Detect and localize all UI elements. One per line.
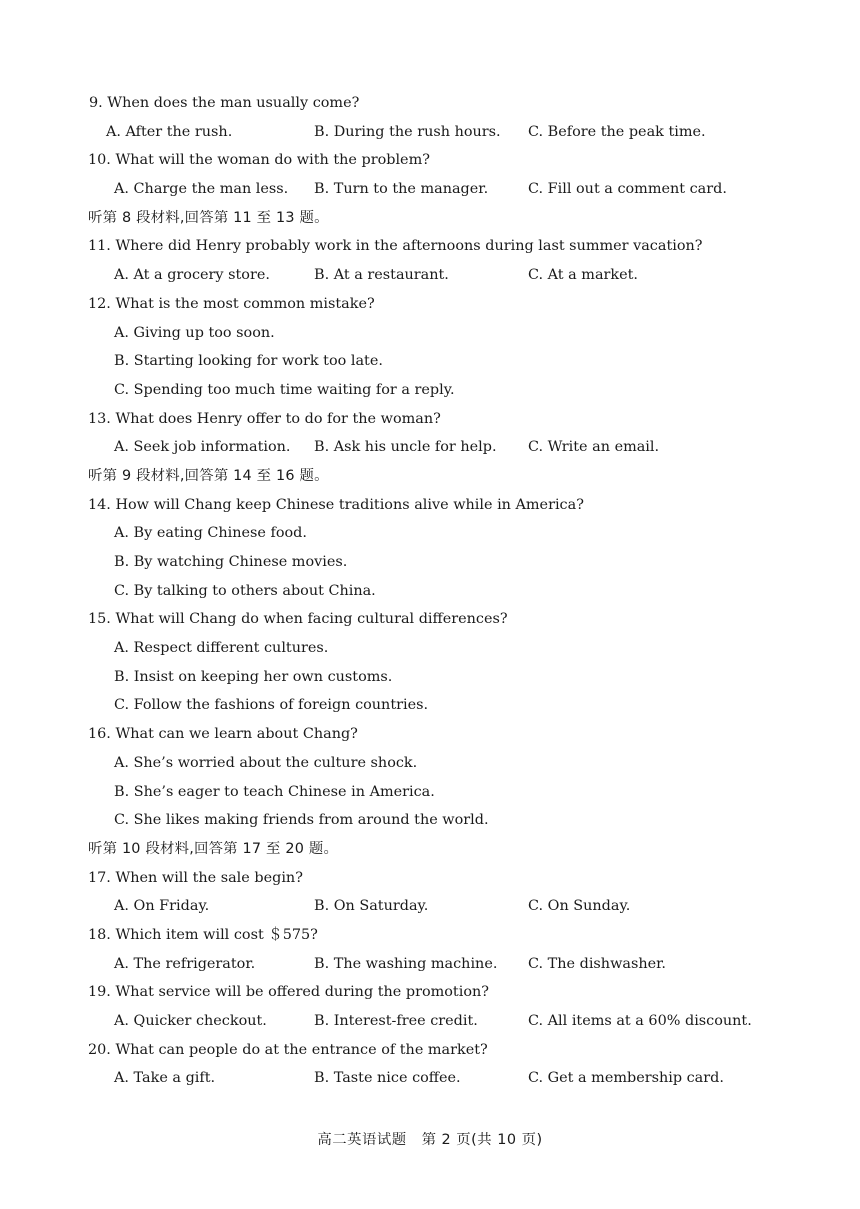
option-a: A. Giving up too soon.	[114, 324, 275, 341]
option-c: C. Before the peak time.	[528, 123, 706, 140]
question-19-options	[88, 1007, 788, 1036]
question-17-options	[88, 892, 788, 921]
question-11: 11. Where did Henry probably work in the afternoons during last summer vacation?	[88, 238, 703, 255]
question-15: 15. What will Chang do when facing cultural differences?	[88, 611, 508, 628]
question-12: 12. What is the most common mistake?	[88, 295, 375, 312]
question-20-options	[88, 1064, 788, 1093]
option-c: C. Get a membership card.	[528, 1070, 724, 1087]
option-a: A. Respect different cultures.	[114, 640, 329, 657]
option-c: C. Follow the fashions of foreign countries.	[114, 697, 429, 714]
option-a: A. The refrigerator.	[114, 955, 256, 972]
question-20: 20. What can people do at the entrance of the market?	[88, 1041, 488, 1058]
option-b: B. By watching Chinese movies.	[114, 554, 348, 570]
page-footer: 高二英语试题 第 2 页(共 10 页)	[317, 1132, 543, 1148]
option-c: C. At a market.	[528, 267, 638, 284]
question-9: 9. When does the man usually come?	[89, 95, 360, 111]
option-a: A. On Friday.	[114, 898, 210, 915]
option-b: B. Turn to the manager.	[314, 181, 489, 198]
option-c: C. Spending too much time waiting for a reply.	[114, 381, 455, 398]
option-c: C. All items at a 60% discount.	[528, 1013, 752, 1029]
option-a: A. After the rush.	[106, 123, 233, 140]
option-b: B. During the rush hours.	[314, 123, 501, 140]
section-heading-9: 听第 9 段材料,回答第 14 至 16 题。	[88, 467, 329, 484]
option-b: B. Taste nice coffee.	[314, 1070, 461, 1087]
option-a: A. She’s worried about the culture shock.	[114, 754, 418, 771]
option-c: C. On Sunday.	[528, 898, 631, 915]
question-10-options	[88, 175, 788, 204]
option-b: B. At a restaurant.	[314, 267, 449, 284]
question-19: 19. What service will be offered during the promotion?	[88, 984, 489, 1001]
option-b: B. Interest-free credit.	[314, 1013, 478, 1029]
option-b: B. Insist on keeping her own customs.	[114, 668, 393, 685]
question-18-options	[88, 950, 788, 979]
option-b: B. The washing machine.	[314, 955, 498, 972]
option-b: B. She’s eager to teach Chinese in America.	[114, 783, 435, 800]
option-a: A. Seek job information.	[114, 439, 291, 456]
option-c: C. Fill out a comment card.	[528, 181, 727, 198]
question-18: 18. Which item will cost ＄575?	[88, 926, 318, 943]
section-heading-10: 听第 10 段材料,回答第 17 至 20 题。	[88, 840, 339, 857]
option-a: A. By eating Chinese food.	[114, 525, 307, 542]
question-13-options	[88, 433, 788, 462]
question-10: 10. What will the woman do with the problem?	[88, 152, 430, 169]
option-b: B. Ask his uncle for help.	[314, 439, 497, 456]
question-9-options	[88, 118, 788, 147]
question-16: 16. What can we learn about Chang?	[88, 726, 358, 743]
option-c: C. She likes making friends from around the world.	[114, 812, 489, 829]
option-a: A. Charge the man less.	[114, 181, 289, 198]
option-b: B. On Saturday.	[314, 898, 429, 915]
section-heading-8: 听第 8 段材料,回答第 11 至 13 题。	[88, 209, 329, 226]
option-c: C. Write an email.	[528, 439, 660, 456]
question-list	[88, 89, 788, 1093]
option-c: C. By talking to others about China.	[114, 582, 376, 599]
question-17: 17. When will the sale begin?	[88, 869, 303, 886]
option-a: A. Take a gift.	[114, 1070, 216, 1087]
question-14: 14. How will Chang keep Chinese traditions alive while in America?	[88, 496, 584, 513]
option-a: A. Quicker checkout.	[114, 1013, 267, 1029]
option-b: B. Starting looking for work too late.	[114, 353, 383, 370]
option-a: A. At a grocery store.	[114, 267, 270, 284]
option-c: C. The dishwasher.	[528, 955, 667, 972]
question-11-options	[88, 261, 788, 290]
question-13: 13. What does Henry offer to do for the woman?	[88, 410, 441, 427]
